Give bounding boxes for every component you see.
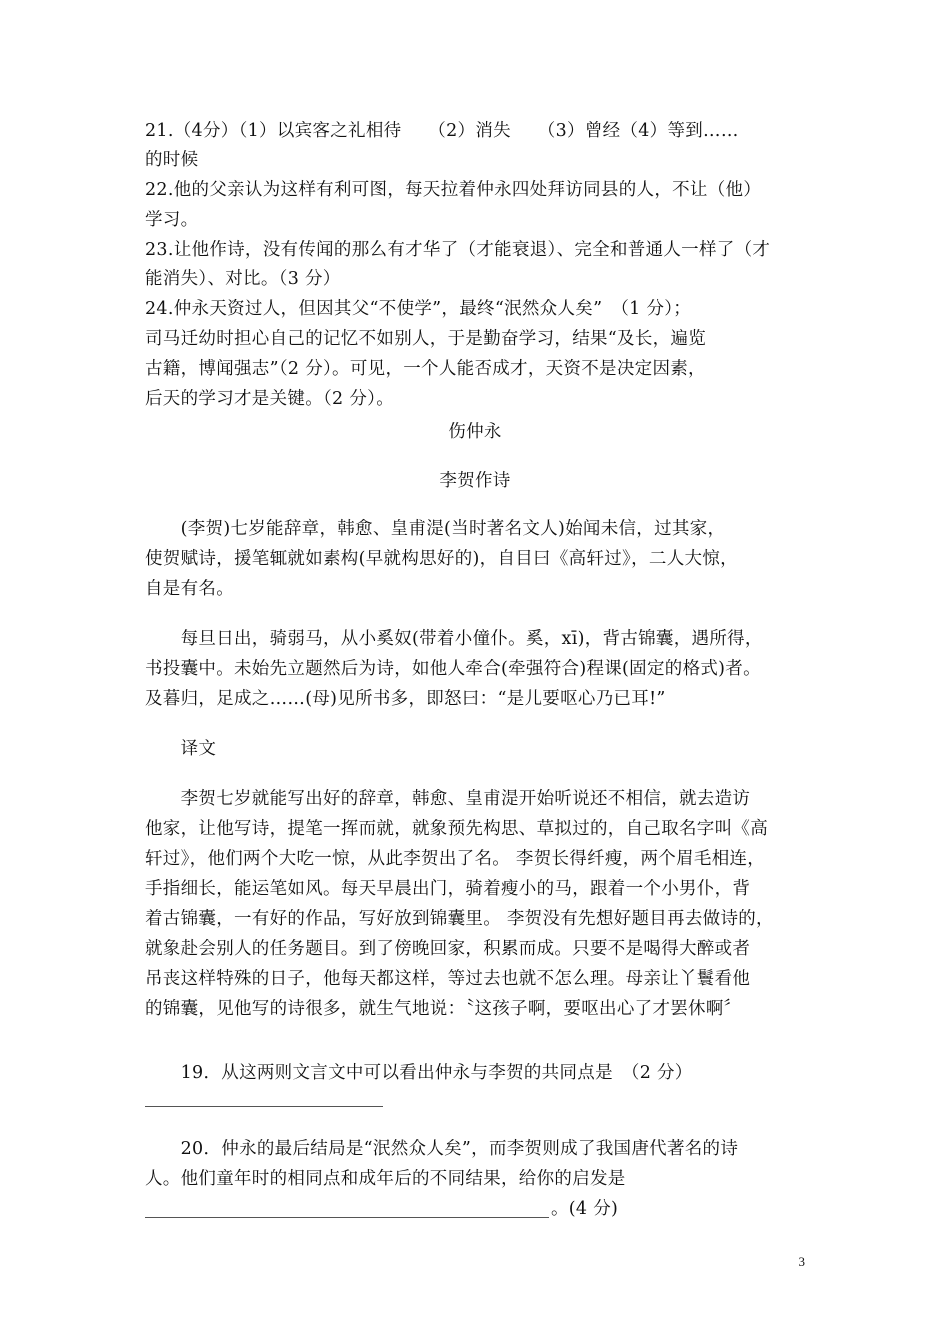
answer-blank-20 — [145, 1217, 549, 1218]
translation-line: 他家，让他写诗，提笔一挥而就，就象预先构思、草拟过的，自己取名字叫《高 — [145, 819, 768, 839]
answer-22-line: 22.他的父亲认为这样有利可图，每天拉着仲永四处拜访同县的人，不让（他） — [145, 180, 762, 200]
answer-21-line: 的时候 — [145, 150, 199, 170]
passage-line: 书投囊中。未始先立题然后为诗，如他人牵合(牵强符合)程课(固定的格式)者。 — [145, 659, 761, 679]
section-title: 伤仲永 — [448, 422, 502, 442]
answer-24-line: 后天的学习才是关键。（2 分）。 — [145, 389, 394, 409]
translation-line: 手指细长，能运笔如风。每天早晨出门，骑着瘦小的马，跟着一个小男仆，背 — [145, 879, 751, 899]
passage-title: 李贺作诗 — [439, 471, 511, 491]
passage-line: (李贺)七岁能辞章，韩愈、皇甫湜(当时著名文人)始闻未信，过其家， — [145, 519, 726, 539]
passage-line: 使贺赋诗，援笔辄就如素构(早就构思好的)，自目曰《高轩过》，二人大惊， — [145, 549, 738, 569]
translation-line: 轩过》，他们两个大吃一惊，从此李贺出了名。 李贺长得纤瘦，两个眉毛相连， — [145, 849, 766, 869]
answer-22-line: 学习。 — [145, 210, 199, 230]
answer-blank-19 — [145, 1106, 383, 1107]
translation-line: 的锦囊，见他写的诗很多，就生气地说：〝这孩子啊，要呕出心了才罢休啊〞 — [145, 999, 742, 1019]
question-20-score: 。(4 分) — [551, 1199, 619, 1219]
question-19: 19．从这两则文言文中可以看出仲永与李贺的共同点是 （2 分） — [145, 1063, 693, 1083]
translation-line: 吊丧这样特殊的日子，他每天都这样，等过去也就不怎么理。母亲让丫鬟看他 — [145, 969, 751, 989]
passage-line: 自是有名。 — [145, 579, 234, 599]
passage-line: 及暮归，足成之……(母)见所书多，即怒曰：“是儿要呕心乃已耳!” — [145, 689, 666, 709]
translation-line: 就象赴会别人的任务题目。到了傍晚回家，积累而成。只要不是喝得大醉或者 — [145, 939, 751, 959]
question-20-line: 20．仲永的最后结局是“泯然众人矣”，而李贺则成了我国唐代著名的诗 — [145, 1139, 739, 1159]
answer-23-line: 23.让他作诗，没有传闻的那么有才华了（才能衰退）、完全和普通人一样了（才 — [145, 240, 771, 260]
answer-24-line: 24.仲永天资过人，但因其父“不使学”，最终“泯然众人矣” （1 分）； — [145, 299, 692, 319]
passage-line: 每旦日出，骑弱马，从小奚奴(带着小僮仆。奚，xī)，背古锦囊，遇所得， — [145, 629, 763, 649]
translation-line: 李贺七岁就能写出好的辞章，韩愈、皇甫湜开始听说还不相信，就去造访 — [145, 789, 751, 809]
answer-23-line: 能消失）、对比。（3 分） — [145, 269, 341, 289]
answer-24-line: 司马迁幼时担心自己的记忆不如别人，于是勤奋学习，结果“及长，遍览 — [145, 329, 707, 349]
page-number: 3 — [798, 1254, 805, 1269]
translation-label: 译文 — [145, 739, 217, 759]
translation-line: 着古锦囊，一有好的作品，写好放到锦囊里。 李贺没有先想好题目再去做诗的， — [145, 909, 774, 929]
question-20-line: 人。他们童年时的相同点和成年后的不同结果，给你的启发是 — [145, 1169, 626, 1189]
answer-21-line: 21.（4分）（1）以宾客之礼相待 （2）消失 （3）曾经（4）等到…… — [145, 121, 739, 141]
answer-24-line: 古籍，博闻强志”（2 分）。可见，一个人能否成才，天资不是决定因素， — [145, 359, 706, 379]
